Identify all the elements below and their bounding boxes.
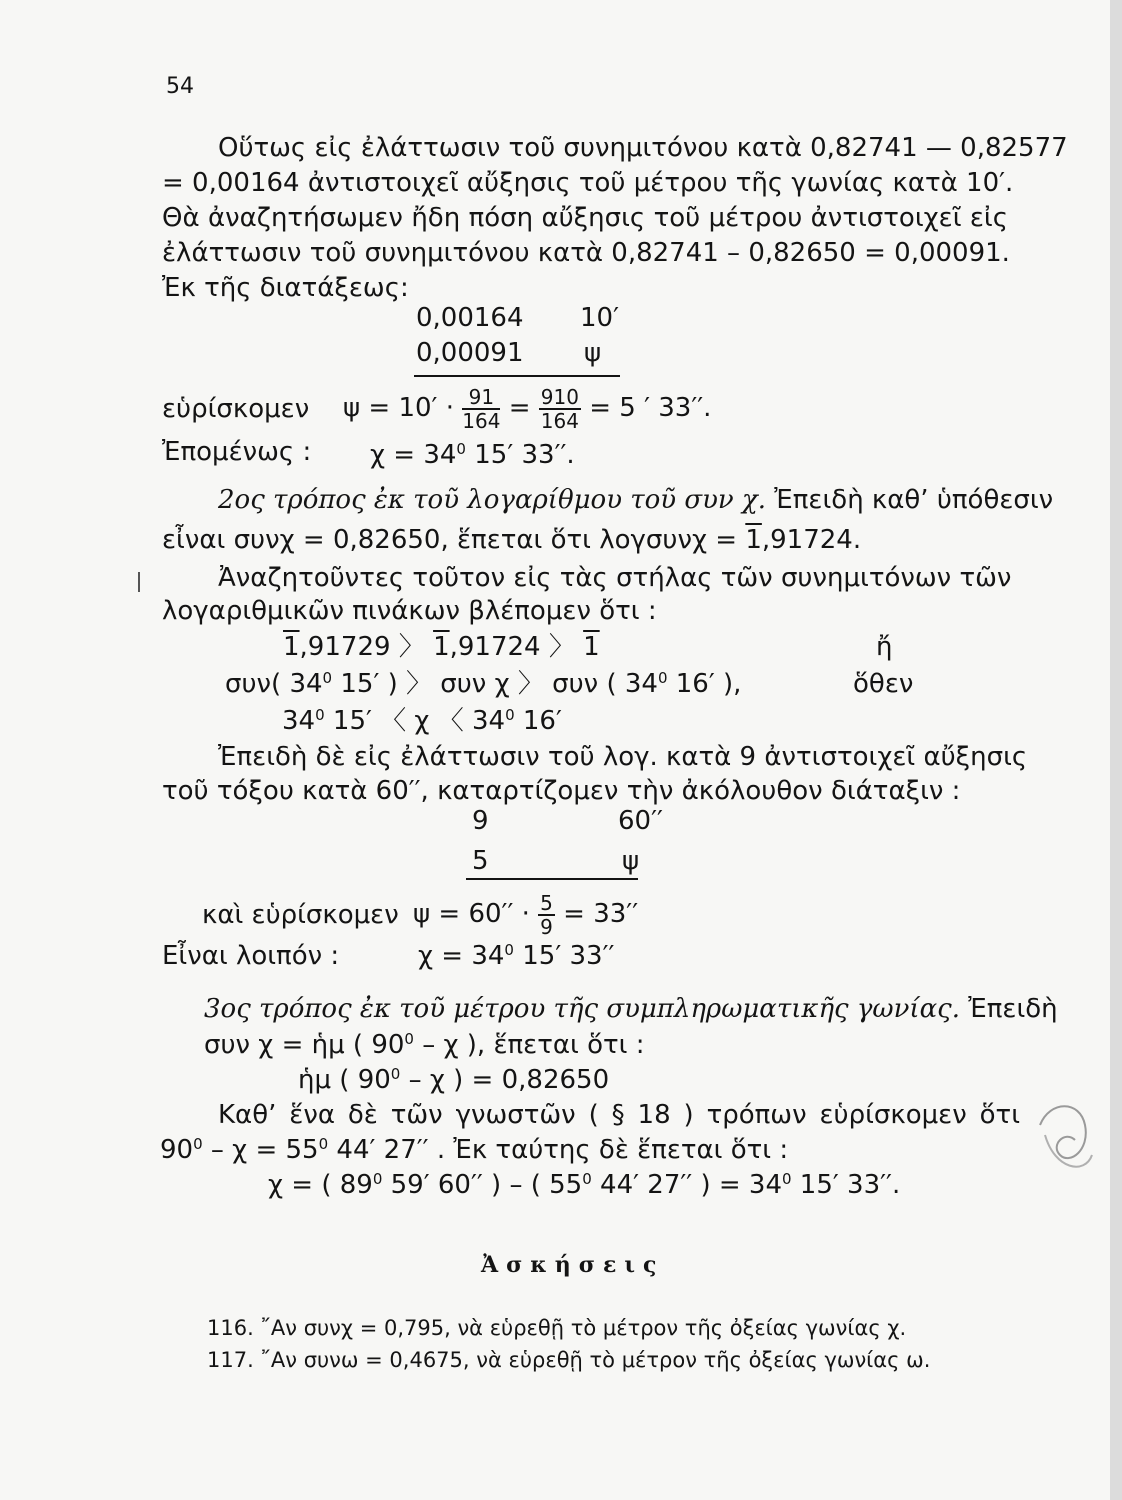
method-3-line-2: συν χ = ἡμ ( $90^0$ – χ ), ἕπεται ὅτι : — [204, 1030, 645, 1060]
method-2-line-1-rest: Ἐπειδὴ καθ’ ὑπόθεσιν — [774, 485, 1054, 515]
method-2-line-1 — [218, 485, 1054, 515]
page-number: 54 — [166, 74, 194, 99]
eq1-label: εὑρίσκομεν — [162, 394, 310, 424]
proportion-1-rule — [414, 375, 620, 377]
eq1-formula: ψ = 10′ · $\frac{91}{164}$ = $\frac{910}{164}$ = 5 ′ 33′′. — [343, 384, 712, 433]
proportion-2-rule — [466, 878, 638, 880]
method-3-line-5: $90^0 - \chi = 55^0$ 44′ 27′′ . Ἐκ ταύτης δὲ ἕπεται ὅτι : — [160, 1135, 789, 1165]
eq2-formula: $\chi = 34^0$ 15′ 33′′. — [370, 440, 575, 470]
proportion-2-d: ψ — [622, 846, 640, 876]
proportion-2-a: 9 — [472, 806, 489, 836]
paragraph-3-line-2: τοῦ τόξου κατὰ 60′′, καταρτίζομεν τὴν ἀκόλουθον διάταξιν : — [162, 776, 961, 806]
log-row-1-word: ἤ — [876, 632, 893, 662]
exercise-117: 117. ῎Αν συνω = 0,4675, νὰ εὑρεθῇ τὸ μέτρον τῆς ὀξείας γωνίας ω. — [207, 1348, 931, 1372]
exercises-heading: Ἀσκήσεις — [481, 1252, 665, 1278]
proportion-2-b: 60′′ — [618, 806, 663, 836]
method-2-line-3: Ἀναζητοῦντες τοῦτον εἰς τὰς στήλας τῶν συνημιτόνων τῶν — [218, 563, 1012, 593]
eq1-part1: ψ = 10′ · — [343, 393, 454, 423]
method-2-line-2: εἶναι συνχ = 0,82650, ἕπεται ὅτι λογσυνχ = 1,91724. — [162, 525, 862, 555]
page-edge — [1110, 0, 1122, 1500]
log-row-1: 1,91729 〉 1,91724 〉 1 — [283, 632, 600, 662]
log-row-2-word: ὅθεν — [853, 669, 914, 699]
eq2-label: Ἐπομένως : — [162, 437, 312, 467]
paragraph-1-line-3: Θὰ ἀναζητήσωμεν ἤδη πόση αὔξησις τοῦ μέτρου ἀντιστοιχεῖ εἰς — [162, 203, 1008, 233]
proportion-2-c: 5 — [472, 846, 489, 876]
proportion-1-a: 0,00164 — [416, 303, 524, 333]
eq3-fraction: $\frac{5}{9}$ — [540, 890, 553, 939]
paragraph-1-line-1: Οὕτως εἰς ἐλάττωσιν τοῦ συνημιτόνου κατὰ 0,82741 — 0,82577 — [218, 133, 1068, 163]
log-row-2: συν( $34^0$ 15′ ) 〉 συν χ 〉 συν ( $34^0$ 16′ ), — [225, 669, 742, 699]
exercise-116: 116. ῎Αν συνχ = 0,795, νὰ εὑρεθῇ τὸ μέτρον τῆς ὀξείας γωνίας χ. — [207, 1316, 907, 1340]
eq3-formula: ψ = 60′′ · $\frac{5}{9}$ = 33′′ — [413, 890, 639, 939]
method-3-heading: 3ος τρόπος ἐκ τοῦ μέτρου τῆς συμπληρωματικῆς γωνίας. — [204, 994, 961, 1024]
proportion-1-c: 0,00091 — [416, 338, 524, 368]
paragraph-1-line-4: ἐλάττωσιν τοῦ συνημιτόνου κατὰ 0,82741 – 0,82650 = 0,00091. — [162, 238, 1010, 268]
proportion-1-d: ψ — [584, 338, 602, 368]
log-row-3: $34^0$ 15′ 〈 χ 〈 $34^0$ 16′ — [282, 706, 562, 736]
paragraph-1-line-2: = 0,00164 ἀντιστοιχεῖ αὔξησις τοῦ μέτρου τῆς γωνίας κατὰ 10′. — [162, 168, 1014, 198]
paragraph-1-line-5: Ἐκ τῆς διατάξεως: — [162, 273, 409, 303]
method-2-heading: 2ος τρόπος ἐκ τοῦ λογαρίθμου τοῦ συν χ. — [218, 485, 767, 515]
eq1-fraction-2: $\frac{910}{164}$ — [540, 384, 579, 433]
method-2-line-4: λογαριθμικῶν πινάκων βλέπομεν ὅτι : — [162, 596, 657, 626]
eq4-formula: $\chi = 34^0$ 15′ 33′′ — [418, 941, 615, 971]
method-3-line-1: 3ος τρόπος ἐκ τοῦ μέτρου τῆς συμπληρωματικῆς γωνίας. Ἐπειδὴ — [204, 994, 1058, 1024]
method-3-line-6: χ = ( $89^0$ 59′ 60′′ ) – ( $55^0$ 44′ 27′′ ) = $34^0$ 15′ 33′′. — [268, 1170, 901, 1200]
eq1-fraction-1: $\frac{91}{164}$ — [462, 384, 501, 433]
eq4-label: Εἶναι λοιπόν : — [162, 941, 340, 971]
method-3-line-3: ἡμ ( $90^0$ – χ ) = 0,82650 — [298, 1065, 610, 1095]
margin-tick — [138, 572, 140, 592]
proportion-1-b: 10′ — [580, 303, 619, 333]
eq1-result: = 5 ′ 33′′. — [589, 393, 712, 423]
eq3-label: καὶ εὑρίσκομεν — [202, 900, 399, 930]
method-3-line-4: Καθ’ ἕνα δὲ τῶν γνωστῶν ( § 18 ) τρόπων εὑρίσκομεν ὅτι — [218, 1100, 1020, 1130]
margin-mark-icon — [1030, 1095, 1100, 1185]
paragraph-3-line-1: Ἐπειδὴ δὲ εἰς ἐλάττωσιν τοῦ λογ. κατὰ 9 ἀντιστοιχεῖ αὔξησις — [218, 742, 1028, 772]
